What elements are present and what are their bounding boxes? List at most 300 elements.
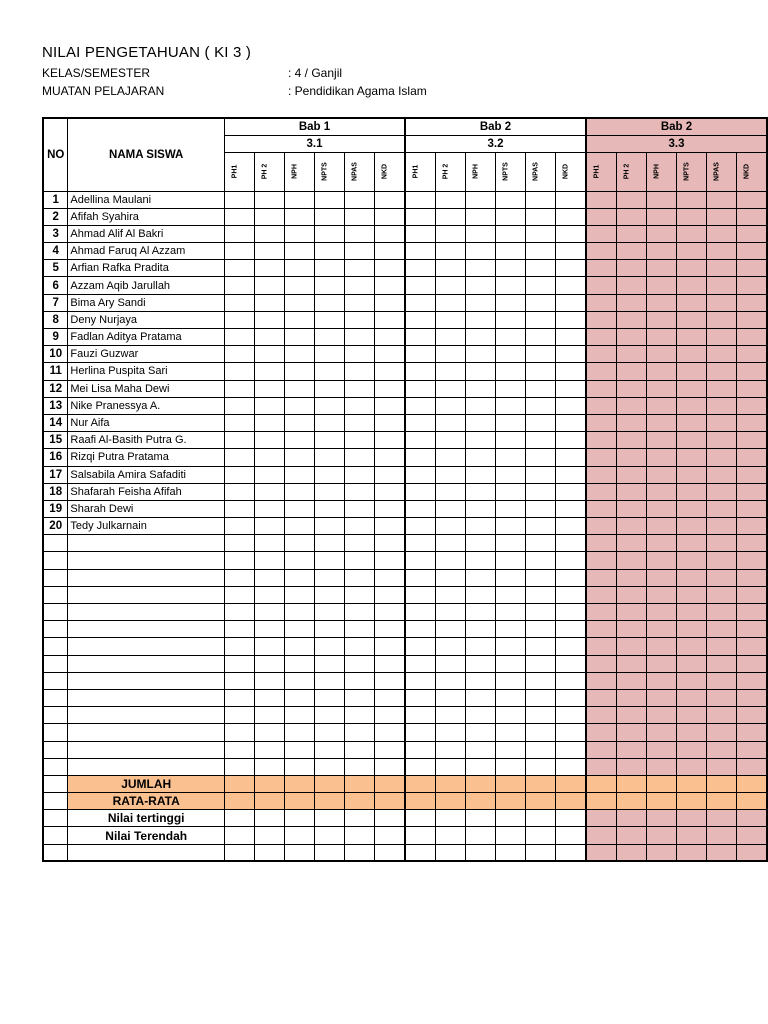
grade-cell[interactable] [646,724,676,741]
grade-cell[interactable] [465,569,495,586]
grade-cell[interactable] [495,363,525,380]
grade-cell[interactable] [314,827,344,844]
grade-cell[interactable] [676,810,706,827]
grade-cell[interactable] [736,414,767,431]
grade-cell[interactable] [284,621,314,638]
grade-cell[interactable] [435,483,465,500]
grade-cell[interactable] [405,191,436,208]
grade-cell[interactable] [706,535,736,552]
grade-cell[interactable] [435,397,465,414]
grade-cell[interactable] [254,552,284,569]
grade-cell[interactable] [646,638,676,655]
grade-cell[interactable] [616,552,646,569]
grade-cell[interactable] [706,191,736,208]
grade-cell[interactable] [555,346,586,363]
grade-cell[interactable] [646,397,676,414]
grade-cell[interactable] [706,810,736,827]
grade-cell[interactable] [706,655,736,672]
grade-cell[interactable] [555,363,586,380]
grade-cell[interactable] [676,535,706,552]
grade-cell[interactable] [405,518,436,535]
grade-cell[interactable] [676,225,706,242]
grade-cell[interactable] [314,655,344,672]
grade-cell[interactable] [525,552,555,569]
grade-cell[interactable] [344,414,374,431]
grade-cell[interactable] [224,535,254,552]
grade-cell[interactable] [465,294,495,311]
grade-cell[interactable] [224,655,254,672]
grade-cell[interactable] [344,518,374,535]
grade-cell[interactable] [374,810,405,827]
grade-cell[interactable] [736,191,767,208]
grade-cell[interactable] [374,311,405,328]
grade-cell[interactable] [284,329,314,346]
grade-cell[interactable] [374,586,405,603]
grade-cell[interactable] [314,758,344,775]
grade-cell[interactable] [224,208,254,225]
grade-cell[interactable] [616,311,646,328]
grade-cell[interactable] [706,346,736,363]
grade-cell[interactable] [224,311,254,328]
grade-cell[interactable] [555,449,586,466]
grade-cell[interactable] [646,346,676,363]
grade-cell[interactable] [676,483,706,500]
grade-cell[interactable] [525,449,555,466]
grade-cell[interactable] [676,689,706,706]
grade-cell[interactable] [495,827,525,844]
grade-cell[interactable] [344,535,374,552]
grade-cell[interactable] [254,586,284,603]
grade-cell[interactable] [706,793,736,810]
grade-cell[interactable] [374,329,405,346]
grade-cell[interactable] [344,225,374,242]
grade-cell[interactable] [435,741,465,758]
grade-cell[interactable] [616,432,646,449]
grade-cell[interactable] [435,414,465,431]
grade-cell[interactable] [224,569,254,586]
grade-cell[interactable] [646,793,676,810]
grade-cell[interactable] [736,586,767,603]
grade-cell[interactable] [465,741,495,758]
grade-cell[interactable] [676,552,706,569]
empty-name-cell[interactable] [68,586,225,603]
grade-cell[interactable] [555,500,586,517]
grade-cell[interactable] [405,775,436,792]
empty-name-cell[interactable] [68,672,225,689]
grade-cell[interactable] [374,518,405,535]
grade-cell[interactable] [495,225,525,242]
grade-cell[interactable] [374,689,405,706]
grade-cell[interactable] [586,793,617,810]
grade-cell[interactable] [586,363,617,380]
empty-no-cell[interactable] [43,604,68,621]
grade-cell[interactable] [495,432,525,449]
grade-cell[interactable] [736,552,767,569]
grade-cell[interactable] [495,294,525,311]
grade-cell[interactable] [284,775,314,792]
grade-cell[interactable] [314,414,344,431]
grade-cell[interactable] [224,604,254,621]
grade-cell[interactable] [284,449,314,466]
grade-cell[interactable] [736,311,767,328]
grade-cell[interactable] [555,672,586,689]
grade-cell[interactable] [706,672,736,689]
grade-cell[interactable] [435,707,465,724]
empty-name-cell[interactable] [68,621,225,638]
grade-cell[interactable] [435,208,465,225]
grade-cell[interactable] [706,277,736,294]
grade-cell[interactable] [465,707,495,724]
grade-cell[interactable] [405,672,436,689]
grade-cell[interactable] [314,621,344,638]
grade-cell[interactable] [646,621,676,638]
grade-cell[interactable] [314,363,344,380]
grade-cell[interactable] [706,225,736,242]
grade-cell[interactable] [435,363,465,380]
grade-cell[interactable] [586,724,617,741]
grade-cell[interactable] [706,260,736,277]
grade-cell[interactable] [314,294,344,311]
grade-cell[interactable] [706,586,736,603]
grade-cell[interactable] [586,655,617,672]
grade-cell[interactable] [344,586,374,603]
grade-cell[interactable] [435,552,465,569]
grade-cell[interactable] [586,535,617,552]
grade-cell[interactable] [405,535,436,552]
grade-cell[interactable] [284,604,314,621]
grade-cell[interactable] [405,689,436,706]
grade-cell[interactable] [676,277,706,294]
grade-cell[interactable] [405,500,436,517]
grade-cell[interactable] [314,225,344,242]
grade-cell[interactable] [224,483,254,500]
grade-cell[interactable] [676,346,706,363]
grade-cell[interactable] [314,518,344,535]
grade-cell[interactable] [284,741,314,758]
grade-cell[interactable] [405,638,436,655]
grade-cell[interactable] [736,535,767,552]
grade-cell[interactable] [706,758,736,775]
grade-cell[interactable] [405,604,436,621]
grade-cell[interactable] [254,604,284,621]
grade-cell[interactable] [525,294,555,311]
grade-cell[interactable] [706,604,736,621]
grade-cell[interactable] [676,329,706,346]
grade-cell[interactable] [435,294,465,311]
grade-cell[interactable] [314,810,344,827]
grade-cell[interactable] [344,604,374,621]
grade-cell[interactable] [405,243,436,260]
grade-cell[interactable] [435,844,465,861]
grade-cell[interactable] [736,758,767,775]
grade-cell[interactable] [555,775,586,792]
grade-cell[interactable] [405,208,436,225]
grade-cell[interactable] [706,844,736,861]
grade-cell[interactable] [555,638,586,655]
grade-cell[interactable] [646,672,676,689]
grade-cell[interactable] [374,500,405,517]
grade-cell[interactable] [374,346,405,363]
grade-cell[interactable] [525,827,555,844]
grade-cell[interactable] [616,827,646,844]
grade-cell[interactable] [616,466,646,483]
grade-cell[interactable] [254,432,284,449]
grade-cell[interactable] [405,552,436,569]
grade-cell[interactable] [646,483,676,500]
grade-cell[interactable] [586,775,617,792]
grade-cell[interactable] [435,466,465,483]
grade-cell[interactable] [676,397,706,414]
grade-cell[interactable] [284,655,314,672]
grade-cell[interactable] [465,243,495,260]
grade-cell[interactable] [254,397,284,414]
grade-cell[interactable] [224,294,254,311]
grade-cell[interactable] [495,518,525,535]
grade-cell[interactable] [555,689,586,706]
grade-cell[interactable] [254,810,284,827]
grade-cell[interactable] [405,260,436,277]
grade-cell[interactable] [586,810,617,827]
grade-cell[interactable] [435,518,465,535]
grade-cell[interactable] [435,758,465,775]
grade-cell[interactable] [586,414,617,431]
grade-cell[interactable] [676,569,706,586]
grade-cell[interactable] [405,483,436,500]
grade-cell[interactable] [224,449,254,466]
grade-cell[interactable] [646,260,676,277]
grade-cell[interactable] [374,277,405,294]
grade-cell[interactable] [284,243,314,260]
grade-cell[interactable] [405,277,436,294]
empty-no-cell[interactable] [43,535,68,552]
grade-cell[interactable] [344,483,374,500]
grade-cell[interactable] [676,518,706,535]
grade-cell[interactable] [555,552,586,569]
grade-cell[interactable] [465,380,495,397]
grade-cell[interactable] [344,191,374,208]
grade-cell[interactable] [344,277,374,294]
grade-cell[interactable] [736,569,767,586]
grade-cell[interactable] [495,191,525,208]
grade-cell[interactable] [465,586,495,603]
grade-cell[interactable] [254,260,284,277]
grade-cell[interactable] [254,414,284,431]
grade-cell[interactable] [525,208,555,225]
grade-cell[interactable] [706,432,736,449]
grade-cell[interactable] [525,741,555,758]
grade-cell[interactable] [254,621,284,638]
grade-cell[interactable] [314,793,344,810]
grade-cell[interactable] [646,500,676,517]
grade-cell[interactable] [586,707,617,724]
grade-cell[interactable] [374,483,405,500]
grade-cell[interactable] [676,707,706,724]
grade-cell[interactable] [344,689,374,706]
grade-cell[interactable] [435,191,465,208]
empty-no-cell[interactable] [43,741,68,758]
grade-cell[interactable] [525,500,555,517]
grade-cell[interactable] [676,311,706,328]
grade-cell[interactable] [646,775,676,792]
grade-cell[interactable] [405,329,436,346]
grade-cell[interactable] [374,225,405,242]
grade-cell[interactable] [314,243,344,260]
grade-cell[interactable] [405,449,436,466]
grade-cell[interactable] [435,638,465,655]
grade-cell[interactable] [646,277,676,294]
grade-cell[interactable] [525,810,555,827]
grade-cell[interactable] [525,277,555,294]
grade-cell[interactable] [736,466,767,483]
grade-cell[interactable] [405,707,436,724]
grade-cell[interactable] [525,707,555,724]
grade-cell[interactable] [435,346,465,363]
grade-cell[interactable] [465,225,495,242]
grade-cell[interactable] [676,827,706,844]
grade-cell[interactable] [525,329,555,346]
grade-cell[interactable] [314,689,344,706]
empty-name-cell[interactable] [68,741,225,758]
grade-cell[interactable] [646,810,676,827]
grade-cell[interactable] [344,827,374,844]
grade-cell[interactable] [405,741,436,758]
grade-cell[interactable] [284,569,314,586]
grade-cell[interactable] [435,311,465,328]
grade-cell[interactable] [616,414,646,431]
grade-cell[interactable] [284,466,314,483]
grade-cell[interactable] [465,689,495,706]
grade-cell[interactable] [646,689,676,706]
grade-cell[interactable] [465,775,495,792]
grade-cell[interactable] [736,775,767,792]
grade-cell[interactable] [616,208,646,225]
grade-cell[interactable] [586,758,617,775]
grade-cell[interactable] [374,672,405,689]
grade-cell[interactable] [616,569,646,586]
grade-cell[interactable] [254,569,284,586]
grade-cell[interactable] [555,397,586,414]
grade-cell[interactable] [555,518,586,535]
grade-cell[interactable] [646,655,676,672]
grade-cell[interactable] [284,260,314,277]
grade-cell[interactable] [586,346,617,363]
grade-cell[interactable] [555,758,586,775]
grade-cell[interactable] [586,483,617,500]
grade-cell[interactable] [254,483,284,500]
grade-cell[interactable] [616,449,646,466]
grade-cell[interactable] [525,604,555,621]
grade-cell[interactable] [344,724,374,741]
grade-cell[interactable] [586,277,617,294]
grade-cell[interactable] [495,397,525,414]
grade-cell[interactable] [676,604,706,621]
grade-cell[interactable] [374,363,405,380]
grade-cell[interactable] [706,569,736,586]
grade-cell[interactable] [555,844,586,861]
grade-cell[interactable] [555,208,586,225]
grade-cell[interactable] [224,638,254,655]
grade-cell[interactable] [374,707,405,724]
grade-cell[interactable] [374,414,405,431]
grade-cell[interactable] [736,689,767,706]
grade-cell[interactable] [344,466,374,483]
grade-cell[interactable] [525,260,555,277]
grade-cell[interactable] [616,243,646,260]
grade-cell[interactable] [435,260,465,277]
grade-cell[interactable] [284,397,314,414]
grade-cell[interactable] [646,569,676,586]
grade-cell[interactable] [736,380,767,397]
grade-cell[interactable] [676,432,706,449]
grade-cell[interactable] [374,466,405,483]
grade-cell[interactable] [525,518,555,535]
grade-cell[interactable] [254,827,284,844]
grade-cell[interactable] [676,655,706,672]
grade-cell[interactable] [495,346,525,363]
grade-cell[interactable] [736,294,767,311]
grade-cell[interactable] [284,535,314,552]
grade-cell[interactable] [224,586,254,603]
grade-cell[interactable] [646,225,676,242]
grade-cell[interactable] [254,380,284,397]
grade-cell[interactable] [525,672,555,689]
grade-cell[interactable] [254,793,284,810]
grade-cell[interactable] [495,380,525,397]
grade-cell[interactable] [405,432,436,449]
grade-cell[interactable] [525,655,555,672]
grade-cell[interactable] [284,689,314,706]
grade-cell[interactable] [465,191,495,208]
grade-cell[interactable] [495,741,525,758]
grade-cell[interactable] [254,294,284,311]
grade-cell[interactable] [465,638,495,655]
grade-cell[interactable] [676,414,706,431]
grade-cell[interactable] [344,552,374,569]
grade-cell[interactable] [405,225,436,242]
grade-cell[interactable] [586,569,617,586]
grade-cell[interactable] [736,500,767,517]
grade-cell[interactable] [224,810,254,827]
grade-cell[interactable] [465,518,495,535]
grade-cell[interactable] [284,346,314,363]
grade-cell[interactable] [465,432,495,449]
grade-cell[interactable] [525,397,555,414]
grade-cell[interactable] [586,586,617,603]
grade-cell[interactable] [314,449,344,466]
grade-cell[interactable] [586,672,617,689]
grade-cell[interactable] [495,793,525,810]
grade-cell[interactable] [706,397,736,414]
grade-cell[interactable] [284,277,314,294]
grade-cell[interactable] [374,243,405,260]
grade-cell[interactable] [224,260,254,277]
grade-cell[interactable] [284,707,314,724]
grade-cell[interactable] [465,724,495,741]
grade-cell[interactable] [495,758,525,775]
grade-cell[interactable] [495,638,525,655]
grade-cell[interactable] [224,672,254,689]
grade-cell[interactable] [254,707,284,724]
grade-cell[interactable] [646,535,676,552]
grade-cell[interactable] [495,621,525,638]
grade-cell[interactable] [224,380,254,397]
grade-cell[interactable] [555,329,586,346]
empty-name-cell[interactable] [68,724,225,741]
grade-cell[interactable] [616,586,646,603]
grade-cell[interactable] [495,260,525,277]
grade-cell[interactable] [616,191,646,208]
grade-cell[interactable] [254,208,284,225]
